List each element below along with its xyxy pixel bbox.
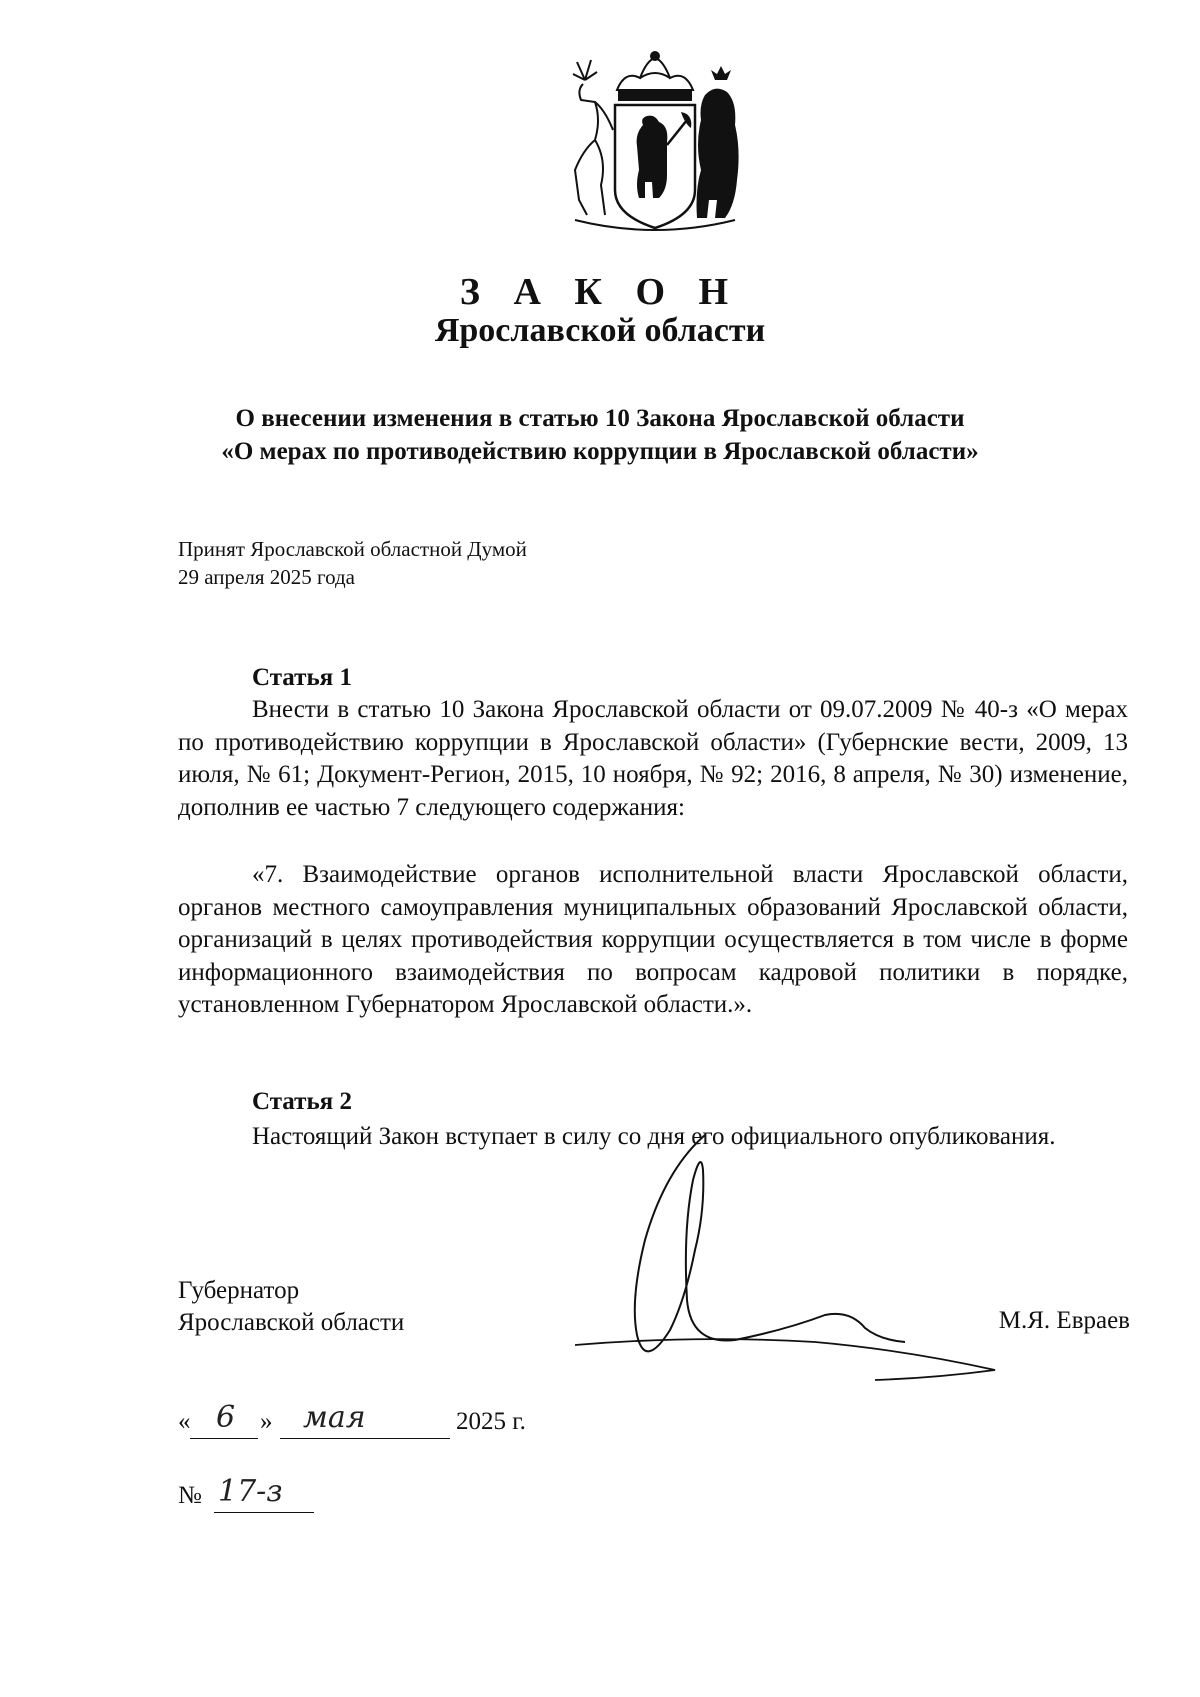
signatory-position-line-1: Губернатор bbox=[178, 1277, 300, 1304]
article-2-title: Статья 2 bbox=[252, 1088, 352, 1115]
article-1-paragraph-2: «7. Взаимодействие органов исполнительной власти Ярославской области, органов местного самоуправления муниципальных образований Ярославской области, организаций в целях противодействия коррупции осуществляется в том числе в форме информационного взаимодействия по вопросам кадровой политики в порядке, установленном Губернатором Ярославской области.». bbox=[178, 861, 1128, 1018]
date-day: 6 bbox=[216, 1400, 236, 1435]
date-year: 2025 г. bbox=[456, 1408, 526, 1435]
law-number-label: № bbox=[178, 1482, 202, 1509]
date-month: мая bbox=[303, 1400, 366, 1435]
date-close-quote: » bbox=[260, 1408, 273, 1435]
adoption-line-1: Принят Ярославской областной Думой bbox=[178, 537, 527, 561]
signatory-name: М.Я. Евраев bbox=[998, 1307, 1130, 1334]
date-open-quote: « bbox=[178, 1408, 191, 1435]
date-month-underline bbox=[280, 1438, 450, 1439]
date-day-underline bbox=[190, 1438, 258, 1439]
signing-date bbox=[178, 1400, 598, 1448]
article-1-paragraph-1: Внести в статью 10 Закона Ярославской области от 09.07.2009 № 40-з «О мерах по противодействию коррупции в Ярославской области» (Губернские вести, 2009, 13 июля, № 61; Документ-Регион, 2015, 10 ноября, № 92; 2016, 8 апреля, № 30) изменение, дополнив ее частью 7 следующего содержания: bbox=[178, 696, 1128, 821]
law-number-underline bbox=[214, 1512, 314, 1513]
article-1-title: Статья 1 bbox=[252, 664, 352, 691]
signatory-position-line-2: Ярославской области bbox=[178, 1309, 405, 1336]
law-number bbox=[178, 1474, 378, 1562]
article-2-paragraph-1: Настоящий Закон вступает в силу со дня его официального опубликования. bbox=[252, 1123, 1056, 1150]
adoption-note bbox=[178, 535, 527, 591]
adoption-date: 29 апреля 2025 года bbox=[178, 565, 355, 589]
document-title: З А К О Н bbox=[459, 271, 741, 313]
coat-of-arms-emblem bbox=[555, 50, 755, 235]
law-heading bbox=[0, 402, 1200, 468]
document-subtitle: Ярославской области bbox=[434, 312, 766, 349]
law-number-value: 17-з bbox=[218, 1474, 283, 1509]
handwritten-signature bbox=[575, 1130, 1025, 1400]
law-heading-line-1: О внесении изменения в статью 10 Закона Ярославской области bbox=[235, 405, 965, 432]
signatory-position bbox=[178, 1275, 404, 1339]
law-heading-line-2: «О мерах по противодействию коррупции в Ярославской области» bbox=[221, 438, 979, 465]
